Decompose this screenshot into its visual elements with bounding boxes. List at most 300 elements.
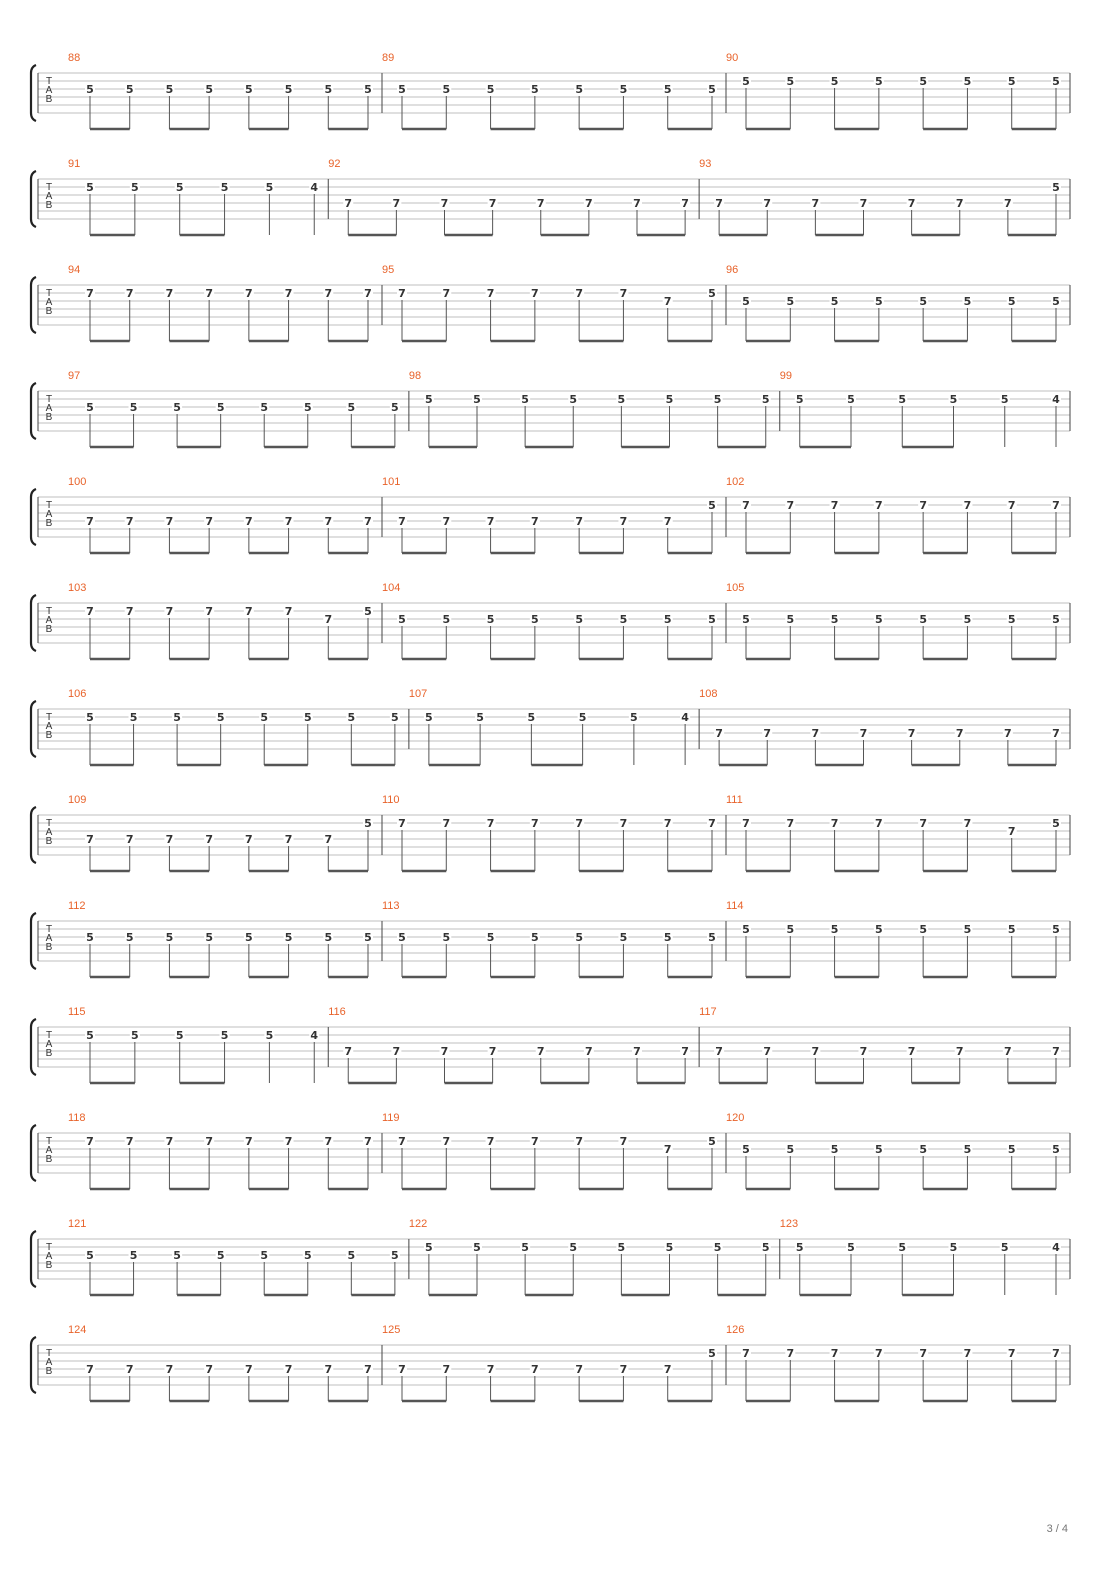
- fret-number: 7: [531, 287, 539, 300]
- fret-number: 7: [440, 1045, 449, 1058]
- fret-number: 7: [763, 727, 772, 740]
- fret-number: 5: [919, 295, 927, 308]
- fret-number: 5: [786, 1143, 795, 1156]
- tab-clef-letter: A: [45, 1039, 53, 1050]
- fret-number: 7: [392, 197, 401, 210]
- measure-number: 108: [699, 688, 718, 700]
- fret-number: 5: [260, 401, 269, 414]
- fret-number: 5: [364, 83, 372, 96]
- fret-number: 7: [963, 817, 972, 830]
- fret-number: 5: [86, 401, 94, 414]
- fret-number: 5: [1052, 817, 1060, 830]
- fret-number: 5: [569, 1241, 578, 1254]
- fret-number: 5: [86, 931, 94, 944]
- fret-number: 5: [761, 1241, 770, 1254]
- fret-number: 7: [575, 1363, 583, 1376]
- fret-number: 4: [1052, 393, 1060, 406]
- fret-number: 5: [303, 401, 312, 414]
- fret-number: 7: [575, 817, 583, 830]
- fret-number: 4: [310, 1029, 319, 1042]
- system-bracket: [31, 171, 36, 227]
- fret-number: 5: [830, 613, 839, 626]
- fret-number: 7: [1052, 727, 1060, 740]
- fret-number: 7: [324, 515, 333, 528]
- fret-number: 5: [708, 499, 716, 512]
- fret-number: 5: [875, 1143, 883, 1156]
- tab-clef-letter: B: [45, 518, 53, 529]
- fret-number: 7: [86, 1363, 94, 1376]
- fret-number: 5: [216, 1249, 225, 1262]
- fret-number: 7: [742, 1347, 750, 1360]
- fret-number: 5: [830, 295, 839, 308]
- measure-number: 99: [779, 370, 792, 382]
- fret-number: 7: [1004, 727, 1012, 740]
- fret-number: 5: [963, 1143, 972, 1156]
- fret-number: 5: [619, 83, 628, 96]
- tab-clef-letter: B: [45, 836, 53, 847]
- fret-number: 5: [1052, 295, 1060, 308]
- fret-number: 7: [875, 817, 883, 830]
- fret-number: 5: [1052, 181, 1060, 194]
- tab-clef-letter: T: [45, 500, 53, 511]
- tab-clef-letter: T: [45, 924, 53, 935]
- fret-number: 5: [708, 613, 716, 626]
- measure-number: 111: [726, 794, 743, 806]
- fret-number: 5: [663, 83, 672, 96]
- tab-clef-letter: T: [45, 288, 53, 299]
- fret-number: 5: [527, 711, 536, 724]
- fret-number: 5: [86, 711, 94, 724]
- tab-clef-letter: T: [45, 1136, 53, 1147]
- fret-number: 7: [324, 287, 333, 300]
- tab-clef-letter: A: [45, 615, 53, 626]
- fret-number: 7: [1007, 1347, 1016, 1360]
- tab-clef-letter: T: [45, 1242, 53, 1253]
- fret-number: 7: [715, 1045, 723, 1058]
- fret-number: 7: [1007, 825, 1016, 838]
- fret-number: 7: [284, 515, 293, 528]
- fret-number: 7: [442, 515, 451, 528]
- fret-number: 7: [1052, 1347, 1060, 1360]
- system-bracket: [31, 913, 36, 969]
- system-bracket: [31, 701, 36, 757]
- fret-number: 5: [663, 931, 672, 944]
- fret-number: 5: [665, 1241, 674, 1254]
- page-number: 3 / 4: [1046, 1523, 1068, 1535]
- measure-number: 101: [382, 476, 401, 488]
- fret-number: 7: [165, 1135, 174, 1148]
- fret-number: 5: [391, 711, 399, 724]
- fret-number: 7: [763, 197, 772, 210]
- fret-number: 5: [129, 711, 138, 724]
- tab-clef-letter: A: [45, 933, 53, 944]
- measure-number: 115: [68, 1006, 86, 1018]
- fret-number: 7: [859, 197, 868, 210]
- fret-number: 7: [398, 1135, 406, 1148]
- fret-number: 5: [303, 711, 312, 724]
- fret-number: 7: [681, 1045, 689, 1058]
- measure-number: 125: [382, 1324, 401, 1336]
- fret-number: 7: [440, 197, 449, 210]
- tab-clef-letter: T: [45, 606, 53, 617]
- fret-number: 7: [907, 727, 916, 740]
- fret-number: 5: [619, 613, 628, 626]
- measure-number: 121: [68, 1218, 87, 1230]
- fret-number: 5: [521, 393, 529, 406]
- fret-number: 7: [963, 499, 972, 512]
- fret-number: 5: [898, 393, 907, 406]
- measure-number: 119: [382, 1112, 400, 1124]
- fret-number: 7: [324, 613, 333, 626]
- fret-number: 5: [786, 75, 795, 88]
- fret-number: 7: [165, 833, 174, 846]
- fret-number: 7: [907, 197, 916, 210]
- fret-number: 5: [324, 83, 333, 96]
- fret-number: 7: [907, 1045, 916, 1058]
- tab-clef-letter: B: [45, 1260, 53, 1271]
- tab-clef-letter: A: [45, 509, 53, 520]
- fret-number: 7: [875, 1347, 883, 1360]
- tab-clef-letter: T: [45, 818, 53, 829]
- fret-number: 7: [742, 817, 750, 830]
- fret-number: 7: [663, 1143, 672, 1156]
- fret-number: 7: [284, 605, 293, 618]
- fret-number: 5: [265, 181, 274, 194]
- fret-number: 7: [619, 287, 628, 300]
- fret-number: 7: [633, 1045, 641, 1058]
- fret-number: 5: [260, 1249, 269, 1262]
- fret-number: 7: [715, 727, 723, 740]
- fret-number: 7: [245, 287, 253, 300]
- fret-number: 5: [1007, 1143, 1016, 1156]
- fret-number: 7: [585, 197, 593, 210]
- measure-number: 98: [408, 370, 422, 382]
- fret-number: 5: [830, 1143, 839, 1156]
- fret-number: 7: [859, 1045, 868, 1058]
- fret-number: 5: [875, 75, 883, 88]
- fret-number: 7: [575, 515, 583, 528]
- tab-clef-letter: A: [45, 1145, 53, 1156]
- fret-number: 5: [347, 401, 356, 414]
- fret-number: 7: [663, 515, 672, 528]
- measure-number: 117: [699, 1006, 717, 1018]
- fret-number: 5: [963, 75, 972, 88]
- fret-number: 5: [521, 1241, 529, 1254]
- fret-number: 7: [536, 1045, 545, 1058]
- tab-clef-letter: A: [45, 403, 53, 414]
- fret-number: 5: [205, 83, 213, 96]
- fret-number: 5: [786, 295, 795, 308]
- fret-number: 7: [663, 295, 672, 308]
- fret-number: 5: [786, 613, 795, 626]
- fret-number: 5: [531, 83, 539, 96]
- tab-clef-letter: A: [45, 1357, 53, 1368]
- fret-number: 4: [310, 181, 319, 194]
- fret-number: 7: [619, 1363, 628, 1376]
- fret-number: 5: [473, 1241, 481, 1254]
- fret-number: 7: [165, 605, 174, 618]
- fret-number: 7: [619, 817, 628, 830]
- fret-number: 5: [742, 1143, 750, 1156]
- fret-number: 7: [125, 287, 134, 300]
- fret-number: 5: [303, 1249, 312, 1262]
- fret-number: 5: [830, 923, 839, 936]
- fret-number: 5: [575, 931, 583, 944]
- system-bracket: [31, 1231, 36, 1287]
- fret-number: 7: [284, 287, 293, 300]
- fret-number: 5: [1007, 295, 1016, 308]
- fret-number: 5: [175, 1029, 184, 1042]
- fret-number: 7: [205, 1135, 213, 1148]
- system-bracket: [31, 1125, 36, 1181]
- fret-number: 5: [963, 613, 972, 626]
- fret-number: 5: [398, 83, 406, 96]
- fret-number: 5: [205, 931, 213, 944]
- fret-number: 7: [531, 1363, 539, 1376]
- fret-number: 7: [575, 1135, 583, 1148]
- fret-number: 5: [708, 83, 716, 96]
- fret-number: 7: [284, 1363, 293, 1376]
- fret-number: 5: [1052, 1143, 1060, 1156]
- fret-number: 5: [630, 711, 638, 724]
- fret-number: 5: [364, 605, 372, 618]
- measure-number: 102: [726, 476, 745, 488]
- fret-number: 7: [86, 833, 94, 846]
- fret-number: 5: [1052, 75, 1060, 88]
- fret-number: 5: [1000, 393, 1009, 406]
- fret-number: 5: [708, 287, 716, 300]
- fret-number: 5: [1007, 613, 1016, 626]
- system-bracket: [31, 383, 36, 439]
- fret-number: 5: [347, 1249, 356, 1262]
- fret-number: 5: [1052, 923, 1060, 936]
- fret-number: 7: [165, 1363, 174, 1376]
- fret-number: 7: [165, 287, 174, 300]
- fret-number: 5: [708, 931, 716, 944]
- measure-number: 96: [726, 264, 739, 276]
- fret-number: 5: [476, 711, 484, 724]
- fret-number: 7: [811, 727, 820, 740]
- fret-number: 7: [205, 1363, 213, 1376]
- fret-number: 7: [284, 1135, 293, 1148]
- fret-number: 4: [1052, 1241, 1060, 1254]
- measure-number: 106: [68, 688, 87, 700]
- system-bracket: [31, 595, 36, 651]
- fret-number: 5: [125, 931, 134, 944]
- fret-number: 7: [919, 499, 927, 512]
- fret-number: 7: [830, 1347, 839, 1360]
- fret-number: 7: [245, 605, 253, 618]
- system-bracket: [31, 1019, 36, 1075]
- tab-clef-letter: B: [45, 1048, 53, 1059]
- fret-number: 7: [786, 1347, 795, 1360]
- fret-number: 7: [125, 833, 134, 846]
- fret-number: 5: [173, 711, 181, 724]
- fret-number: 5: [220, 181, 229, 194]
- fret-number: 5: [786, 923, 795, 936]
- fret-number: 5: [569, 393, 578, 406]
- fret-number: 7: [859, 727, 868, 740]
- fret-number: 5: [347, 711, 356, 724]
- fret-number: 5: [220, 1029, 229, 1042]
- fret-number: 5: [575, 83, 583, 96]
- fret-number: 7: [963, 1347, 972, 1360]
- fret-number: 7: [205, 515, 213, 528]
- fret-number: 5: [1007, 923, 1016, 936]
- measure-number: 89: [382, 52, 395, 64]
- fret-number: 7: [284, 833, 293, 846]
- fret-number: 7: [488, 1045, 497, 1058]
- measure-number: 92: [328, 158, 341, 170]
- measure-number: 116: [328, 1006, 346, 1018]
- fret-number: 5: [284, 83, 293, 96]
- fret-number: 5: [486, 931, 495, 944]
- fret-number: 5: [173, 1249, 181, 1262]
- fret-number: 5: [708, 1135, 716, 1148]
- tab-clef-letter: B: [45, 624, 53, 635]
- fret-number: 7: [125, 1363, 134, 1376]
- fret-number: 5: [875, 613, 883, 626]
- fret-number: 5: [795, 1241, 804, 1254]
- fret-number: 5: [86, 83, 94, 96]
- tab-clef-letter: T: [45, 1030, 53, 1041]
- fret-number: 7: [619, 515, 628, 528]
- fret-number: 7: [786, 817, 795, 830]
- fret-number: 5: [216, 401, 225, 414]
- fret-number: 5: [963, 295, 972, 308]
- measure-number: 97: [68, 370, 81, 382]
- tab-clef-letter: T: [45, 76, 53, 87]
- fret-number: 7: [392, 1045, 401, 1058]
- fret-number: 7: [324, 833, 333, 846]
- fret-number: 5: [949, 393, 958, 406]
- tab-clef-letter: A: [45, 297, 53, 308]
- fret-number: 7: [663, 817, 672, 830]
- fret-number: 7: [125, 1135, 134, 1148]
- fret-number: 5: [86, 1029, 94, 1042]
- fret-number: 5: [919, 923, 927, 936]
- fret-number: 7: [364, 287, 372, 300]
- fret-number: 5: [875, 923, 883, 936]
- fret-number: 5: [398, 613, 406, 626]
- fret-number: 7: [1004, 1045, 1012, 1058]
- fret-number: 7: [165, 515, 174, 528]
- fret-number: 7: [398, 515, 406, 528]
- tab-clef-letter: B: [45, 1154, 53, 1165]
- fret-number: 7: [324, 1135, 333, 1148]
- fret-number: 7: [830, 817, 839, 830]
- fret-number: 7: [442, 287, 451, 300]
- fret-number: 7: [486, 515, 495, 528]
- fret-number: 5: [245, 931, 253, 944]
- fret-number: 7: [531, 515, 539, 528]
- tab-clef-letter: T: [45, 1348, 53, 1359]
- measure-number: 110: [382, 794, 400, 806]
- fret-number: 7: [245, 1363, 253, 1376]
- fret-number: 7: [955, 727, 964, 740]
- fret-number: 5: [665, 393, 674, 406]
- fret-number: 7: [205, 287, 213, 300]
- fret-number: 7: [398, 287, 406, 300]
- fret-number: 5: [963, 923, 972, 936]
- fret-number: 5: [86, 1249, 94, 1262]
- fret-number: 5: [391, 401, 399, 414]
- fret-number: 5: [425, 711, 433, 724]
- fret-number: 7: [708, 817, 716, 830]
- measure-number: 113: [382, 900, 400, 912]
- tab-clef-letter: B: [45, 942, 53, 953]
- fret-number: 7: [245, 515, 253, 528]
- fret-number: 7: [1052, 1045, 1060, 1058]
- fret-number: 7: [364, 1135, 372, 1148]
- fret-number: 7: [486, 1135, 495, 1148]
- fret-number: 7: [488, 197, 497, 210]
- fret-number: 7: [531, 1135, 539, 1148]
- measure-number: 120: [726, 1112, 745, 1124]
- measure-number: 100: [68, 476, 87, 488]
- fret-number: 5: [742, 923, 750, 936]
- fret-number: 5: [708, 1347, 716, 1360]
- fret-number: 5: [575, 613, 583, 626]
- fret-number: 5: [245, 83, 253, 96]
- fret-number: 7: [830, 499, 839, 512]
- fret-number: 5: [663, 613, 672, 626]
- fret-number: 7: [715, 197, 723, 210]
- fret-number: 4: [681, 711, 689, 724]
- tab-clef-letter: B: [45, 200, 53, 211]
- measure-number: 122: [408, 1218, 428, 1230]
- measure-number: 126: [726, 1324, 745, 1336]
- fret-number: 7: [125, 605, 134, 618]
- fret-number: 7: [245, 1135, 253, 1148]
- measure-number: 112: [68, 900, 86, 912]
- fret-number: 5: [486, 83, 495, 96]
- tab-clef-letter: A: [45, 827, 53, 838]
- measure-number: 88: [68, 52, 81, 64]
- fret-number: 5: [165, 83, 174, 96]
- fret-number: 5: [617, 393, 626, 406]
- fret-number: 5: [442, 83, 451, 96]
- fret-number: 7: [364, 515, 372, 528]
- fret-number: 5: [486, 613, 495, 626]
- tab-clef-letter: B: [45, 306, 53, 317]
- fret-number: 7: [681, 197, 689, 210]
- measure-number: 95: [382, 264, 395, 276]
- fret-number: 7: [324, 1363, 333, 1376]
- fret-number: 7: [364, 1363, 372, 1376]
- fret-number: 7: [575, 287, 583, 300]
- fret-number: 5: [284, 931, 293, 944]
- fret-number: 5: [86, 181, 94, 194]
- measure-number: 124: [68, 1324, 87, 1336]
- fret-number: 7: [955, 197, 964, 210]
- fret-number: 5: [795, 393, 804, 406]
- fret-number: 5: [442, 613, 451, 626]
- fret-number: 7: [786, 499, 795, 512]
- fret-number: 7: [663, 1363, 672, 1376]
- fret-number: 5: [713, 1241, 722, 1254]
- tab-clef-letter: B: [45, 94, 53, 105]
- fret-number: 5: [398, 931, 406, 944]
- fret-number: 5: [830, 75, 839, 88]
- fret-number: 7: [531, 817, 539, 830]
- fret-number: 7: [585, 1045, 593, 1058]
- fret-number: 7: [86, 287, 94, 300]
- fret-number: 7: [1007, 499, 1016, 512]
- fret-number: 5: [875, 295, 883, 308]
- fret-number: 7: [919, 1347, 927, 1360]
- measure-number: 109: [68, 794, 87, 806]
